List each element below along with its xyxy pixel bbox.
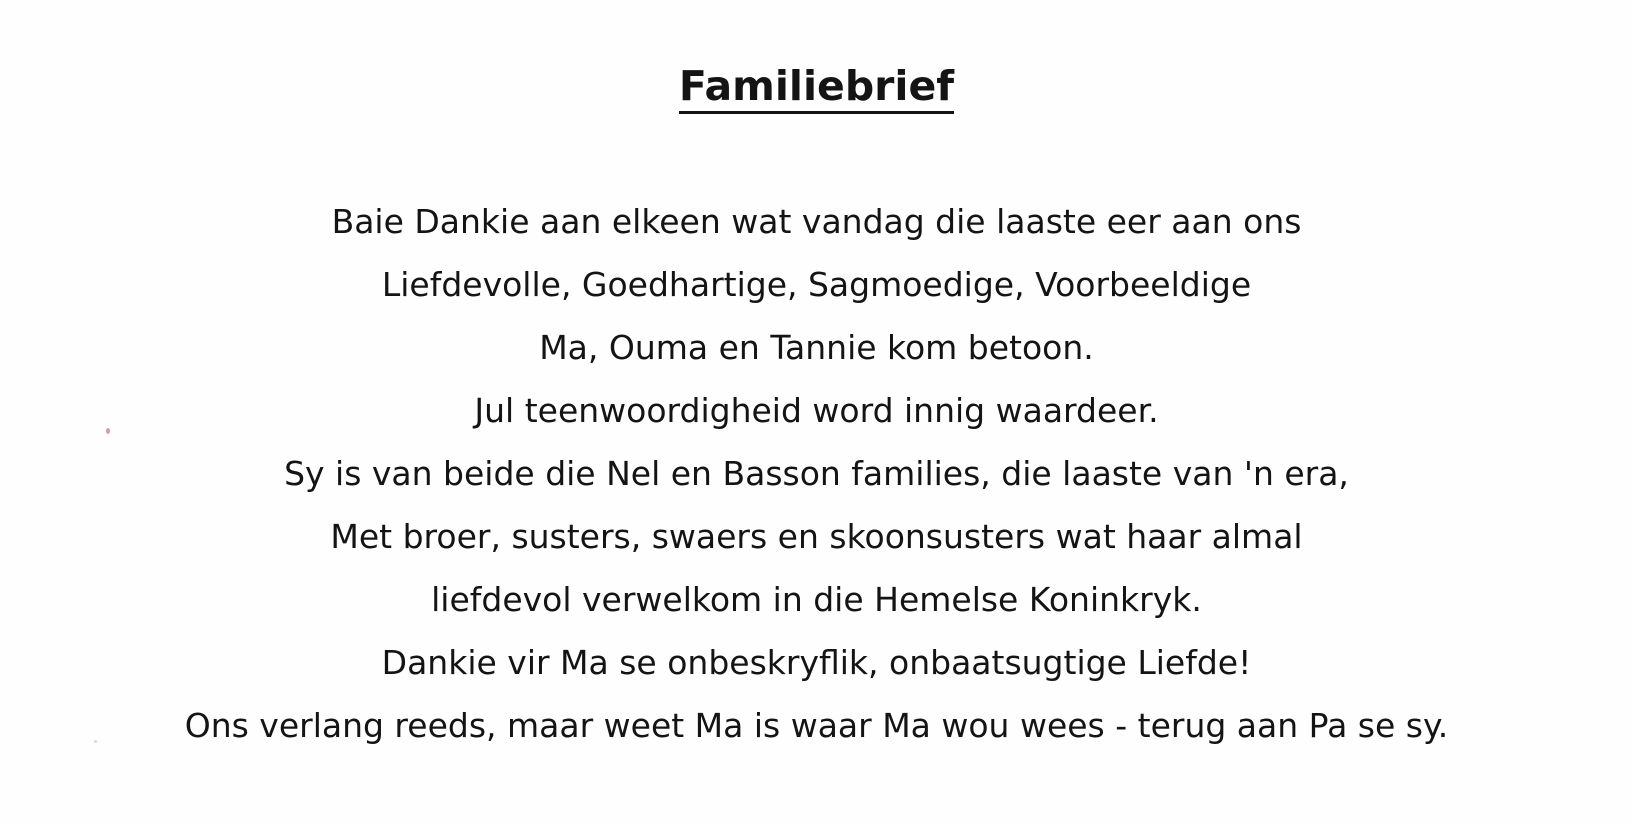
- letter-line: Ma, Ouma en Tannie kom betoon.: [539, 328, 1094, 367]
- paper-speck: [106, 428, 110, 434]
- letter-line: Ons verlang reeds, maar weet Ma is waar Ma wou wees - terug aan Pa se sy.: [184, 706, 1449, 745]
- letter-title-text: Familiebrief: [679, 62, 954, 114]
- letter-line: Sy is van beide die Nel en Basson families, die laaste van 'n era,: [284, 454, 1349, 493]
- paper-speck: [94, 740, 97, 743]
- letter-line: Liefdevolle, Goedhartige, Sagmoedige, Voorbeeldige: [381, 265, 1252, 304]
- letter-line: Baie Dankie aan elkeen wat vandag die laaste eer aan ons: [331, 202, 1302, 241]
- letter-line: Dankie vir Ma se onbeskryflik, onbaatsugtige Liefde!: [381, 643, 1252, 682]
- letter-title: [0, 58, 1633, 114]
- letter-line: Jul teenwoordigheid word innig waardeer.: [474, 391, 1159, 430]
- letter-body: [0, 190, 1633, 757]
- letter-line: liefdevol verwelkom in die Hemelse Koninkryk.: [431, 580, 1202, 619]
- letter-line: Met broer, susters, swaers en skoonsusters wat haar almal: [330, 517, 1303, 556]
